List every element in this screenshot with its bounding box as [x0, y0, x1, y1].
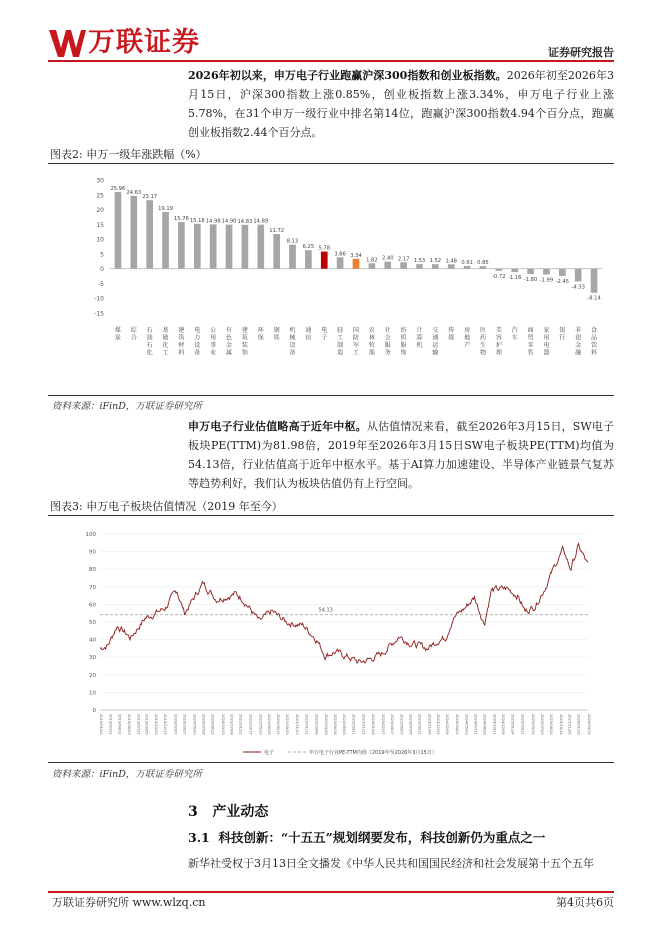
subsection-title: 科技创新：“十五五”规划纲要发布，科技创新仍为重点之一 [218, 830, 546, 845]
y-tick-label: 90 [89, 549, 96, 556]
bar [242, 225, 249, 269]
x-tick-label: 2021/03/17 [248, 714, 253, 735]
category-label: 汽车 [511, 327, 518, 342]
x-tick-label: 2019/04/12 [117, 714, 122, 735]
subsection-heading [188, 828, 545, 846]
x-tick-label: 2020/07/08 [201, 714, 206, 735]
bar [559, 269, 566, 276]
paragraph-performance-lead: 2026年初以来，申万电子行业跑赢沪深300指数和创业板指数。 [188, 69, 507, 82]
x-tick-label: 2024/05/23 [464, 714, 469, 735]
y-tick-label: 40 [89, 637, 96, 644]
category-label: 公用事业 [210, 327, 217, 357]
paragraph-valuation-lead: 申万电子行业估值略高于近年中枢。 [188, 420, 367, 433]
footer-org: 万联证券研究所 www.wlzq.cn [52, 896, 206, 909]
bar-value-label: 23.17 [142, 194, 158, 201]
bar-value-label: 19.19 [158, 205, 173, 212]
bar [575, 269, 582, 282]
bar-value-label: 0.91 [461, 259, 473, 266]
bar [543, 269, 550, 275]
x-tick-label: 2019/10/25 [153, 714, 158, 735]
x-tick-label: 2019/02/22 [108, 714, 113, 735]
category-label: 传媒 [448, 327, 455, 342]
category-label: 交通运输 [432, 327, 439, 357]
bar-value-label: 25.96 [110, 185, 126, 192]
paragraph-performance-body: 2026年初至2026年3月15日，沪深300指数上涨0.85%，创业板指数上涨3.34%，申万电子行业上涨5.78%，在31个申万一级行业中排名第14位，跑赢沪深300指数4.94个百分点，跑赢创业板指数2.44个百分点。 [188, 69, 614, 139]
bar-value-label: -4.33 [571, 284, 585, 291]
bar-value-label: 24.63 [126, 189, 142, 196]
figure2-title-text: 图表2: 申万一级年涨跌幅（%） [50, 148, 207, 161]
category-label: 钢铁 [273, 327, 280, 342]
y-tick-label: -15 [94, 310, 104, 318]
category-label: 综合 [130, 327, 137, 342]
x-tick-label: 2023/09/12 [417, 714, 422, 735]
bar [178, 222, 185, 269]
bar-value-label: 1.52 [429, 258, 442, 265]
bar [464, 266, 471, 269]
y-tick-label: 20 [96, 207, 104, 215]
bar-value-label: 8.13 [286, 238, 299, 245]
x-tick-label: 2025/01/24 [510, 714, 515, 735]
x-tick-label: 2019/09/05 [144, 714, 149, 735]
x-tick-label: 2020/08/25 [210, 714, 215, 735]
bar-value-label: 3.86 [334, 251, 346, 258]
bar [115, 192, 122, 269]
bar-value-label: -8.14 [587, 295, 601, 302]
bar [226, 225, 233, 269]
figure2-title [48, 147, 614, 164]
x-tick-label: 2020/03/27 [182, 714, 187, 735]
x-tick-label: 2022/03/08 [314, 714, 319, 735]
x-tick-label: 2020/02/07 [173, 714, 178, 735]
bar-value-label: 1.82 [366, 257, 378, 264]
x-tick-label: 2024/12/06 [501, 714, 506, 735]
x-tick-label: 2022/06/16 [333, 714, 338, 735]
y-tick-label: 50 [89, 620, 96, 626]
bar [511, 269, 518, 272]
x-tick-label: 2021/06/25 [267, 714, 272, 735]
subsection-number: 3.1 [188, 830, 210, 845]
bar [527, 269, 534, 274]
x-tick-label: 2021/05/10 [258, 714, 263, 735]
x-tick-label: 2024/08/28 [482, 714, 487, 735]
x-tick-label: 2019/07/22 [136, 714, 141, 735]
x-tick-label: 2023/04/17 [389, 714, 394, 735]
bar-value-label: 2.40 [381, 255, 394, 262]
x-tick-label: 2021/08/12 [276, 714, 281, 735]
x-tick-label: 2022/08/03 [342, 714, 347, 735]
category-label: 基础化工 [162, 327, 169, 357]
category-label: 有色金属 [226, 327, 233, 357]
figure3-title-text: 图表3: 申万电子板块估值情况（2019 年至今） [50, 500, 283, 513]
bar [416, 264, 423, 269]
x-tick-label: 2023/11/06 [427, 714, 432, 735]
x-tick-label: 2026/01/16 [576, 714, 581, 735]
bar [130, 196, 137, 269]
bar-value-label: -1.80 [523, 276, 538, 283]
x-tick-label: 2023/07/26 [408, 714, 413, 735]
y-tick-label: 15 [96, 221, 104, 229]
x-tick-label: 2021/11/23 [295, 714, 300, 735]
category-label: 国防军工 [353, 327, 360, 357]
bar [337, 257, 344, 268]
category-label: 社会服务 [384, 327, 391, 357]
bar-value-label: 6.25 [302, 244, 315, 251]
x-tick-label: 2022/11/15 [361, 714, 366, 735]
bar [146, 200, 153, 268]
legend-label-mean: 申万电子行业PE-TTM均值（2019年至2026年3月15日） [309, 750, 437, 756]
y-tick-label: 25 [96, 192, 104, 200]
category-label: 农林牧渔 [368, 327, 375, 357]
bar-value-label: -0.72 [492, 273, 506, 280]
bar-value-label: 14.90 [221, 218, 237, 225]
company-logo-text: 万联证券 [88, 27, 200, 58]
category-label: 石油石化 [146, 327, 153, 357]
category-label: 通信 [305, 327, 312, 342]
y-tick-label: 70 [89, 584, 96, 591]
bar [194, 224, 201, 269]
category-label: 电子 [321, 327, 328, 342]
x-tick-label: 2021/09/29 [284, 714, 289, 735]
bar-value-label: 0.85 [477, 260, 489, 267]
bar-value-label: 1.48 [445, 258, 458, 265]
bar-value-label: 15.18 [189, 217, 205, 224]
x-tick-label: 2024/04/01 [454, 714, 459, 735]
bar [305, 250, 312, 268]
figure3-bottom-rule [48, 762, 614, 763]
paragraph-plan: 新华社受权于3月13日全文播发《中华人民共和国国民经济和社会发展第十五个五年 [188, 857, 594, 870]
x-tick-label: 2025/11/28 [567, 714, 572, 735]
category-label: 家用电器 [543, 327, 550, 357]
x-tick-label: 2025/08/20 [548, 714, 553, 735]
x-tick-label: 2025/03/21 [520, 714, 525, 735]
figure2-bottom-rule [48, 395, 614, 396]
category-label: 商贸零售 [527, 327, 534, 357]
category-label: 食品饮料 [591, 327, 598, 357]
header-divider [48, 60, 614, 62]
bar [384, 262, 391, 269]
x-tick-label: 2022/01/11 [304, 714, 309, 735]
x-tick-label: 2020/10/19 [220, 714, 225, 735]
y-tick-label: -5 [98, 280, 104, 288]
category-label: 房地产 [464, 327, 471, 349]
category-label: 非银金融 [575, 327, 582, 357]
y-tick-label: 10 [96, 236, 104, 244]
x-tick-label: 2022/09/21 [351, 714, 356, 735]
x-tick-label: 2025/05/15 [530, 714, 535, 735]
bar [162, 212, 169, 269]
bar [273, 234, 280, 269]
y-tick-label: 30 [96, 177, 104, 185]
x-tick-label: 2019/01/02 [99, 714, 103, 735]
category-label: 计算机 [416, 327, 423, 349]
x-tick-label: 2025/10/14 [559, 714, 564, 735]
bar-value-label: 5.78 [318, 245, 331, 252]
y-tick-label: 5 [100, 251, 104, 259]
x-tick-label: 2023/12/22 [436, 714, 441, 735]
bar [210, 224, 217, 268]
pe-ttm-series-line [100, 544, 588, 664]
bar [496, 269, 503, 271]
x-tick-label: 2019/12/13 [163, 714, 168, 735]
figure2-source: 资料来源：iFinD，万联证券研究所 [52, 401, 202, 412]
x-tick-label: 2023/02/27 [380, 714, 385, 735]
section-heading [188, 801, 268, 821]
x-tick-label: 2023/01/04 [370, 714, 375, 735]
figure3-source: 资料来源：iFinD，万联证券研究所 [52, 769, 202, 780]
category-label: 建筑材料 [178, 327, 185, 357]
valuation-line-chart [48, 522, 614, 762]
bar [353, 259, 360, 269]
bar [257, 225, 264, 269]
x-tick-label: 2020/12/04 [229, 714, 234, 735]
y-tick-label: 20 [89, 672, 96, 679]
bar-value-label: 2.17 [397, 256, 410, 263]
x-tick-label: 2024/02/08 [445, 714, 450, 735]
category-label: 医药生物 [479, 327, 486, 357]
section-title: 产业动态 [212, 804, 269, 820]
legend-label-series: 电子 [264, 750, 275, 756]
paragraph-valuation [188, 417, 614, 493]
bar-value-label: 11.72 [269, 228, 285, 235]
category-label: 机械设备 [289, 327, 296, 357]
paragraph-performance [188, 66, 614, 142]
category-label: 美容护理 [495, 327, 502, 357]
x-tick-label: 2025/07/03 [540, 714, 545, 735]
industry-return-bar-chart [48, 168, 614, 396]
report-type-label: 证券研究报告 [548, 46, 614, 59]
y-tick-label: 100 [85, 532, 96, 538]
y-tick-label: 0 [92, 708, 96, 714]
y-tick-label: 10 [89, 690, 96, 697]
bar [591, 269, 598, 293]
bar-value-label: 1.53 [413, 258, 426, 265]
bar-value-label: -1.99 [539, 277, 554, 284]
x-tick-label: 2021/01/22 [238, 714, 243, 735]
category-label: 煤炭 [114, 327, 121, 342]
y-tick-label: 0 [100, 266, 104, 274]
category-label: 纺织服饰 [400, 327, 407, 357]
x-tick-label: 2024/10/21 [492, 714, 497, 735]
bar [321, 252, 328, 269]
page-number: 第4页共6页 [556, 896, 614, 909]
x-tick-label: 2024/07/11 [473, 714, 478, 735]
x-tick-label: 2022/04/26 [323, 714, 328, 735]
bar-value-label: 14.98 [205, 218, 221, 225]
bar [448, 264, 455, 268]
category-label: 环保 [257, 327, 264, 342]
bar [432, 264, 439, 268]
bar [289, 245, 296, 269]
company-logo-mark [48, 28, 86, 58]
category-label: 建筑装饰 [241, 327, 248, 357]
category-label: 银行 [559, 327, 566, 342]
bar-value-label: 15.76 [173, 216, 189, 223]
bar-value-label: -1.16 [507, 275, 522, 282]
x-tick-label: 2026/03/13 [587, 714, 591, 735]
x-tick-label: 2019/06/03 [127, 714, 132, 735]
y-tick-label: 30 [89, 655, 96, 662]
bar-value-label: 14.89 [253, 218, 269, 225]
category-label: 轻工制造 [337, 327, 344, 357]
bar [480, 266, 487, 269]
bar-value-label: -2.45 [555, 278, 570, 285]
bar [400, 262, 407, 268]
paragraph-valuation-body: 从估值情况来看，截至2026年3月15日，SW电子板块PE(TTM)为81.98倍，2019年至2026年3月15日SW电子板块PE(TTM)均值为54.13倍，行业估值高于近年中枢水平。基于AI算力加速建设、半导体产业链景气复苏等趋势利好，我们认为板块估值仍有上行空间。 [188, 420, 615, 490]
category-label: 电力设备 [194, 327, 201, 357]
bar-value-label: 3.34 [350, 252, 362, 259]
x-tick-label: 2020/05/20 [192, 714, 197, 735]
bar [369, 263, 376, 268]
mean-label: 54.13 [318, 607, 333, 614]
y-tick-label: 80 [89, 567, 96, 574]
x-tick-label: 2023/06/07 [399, 714, 404, 735]
y-tick-label: 60 [89, 602, 96, 609]
section-number: 3 [188, 804, 198, 820]
figure3-title [48, 499, 614, 516]
footer-divider [48, 891, 614, 893]
y-tick-label: -10 [94, 295, 104, 303]
bar-value-label: 14.83 [237, 218, 253, 225]
